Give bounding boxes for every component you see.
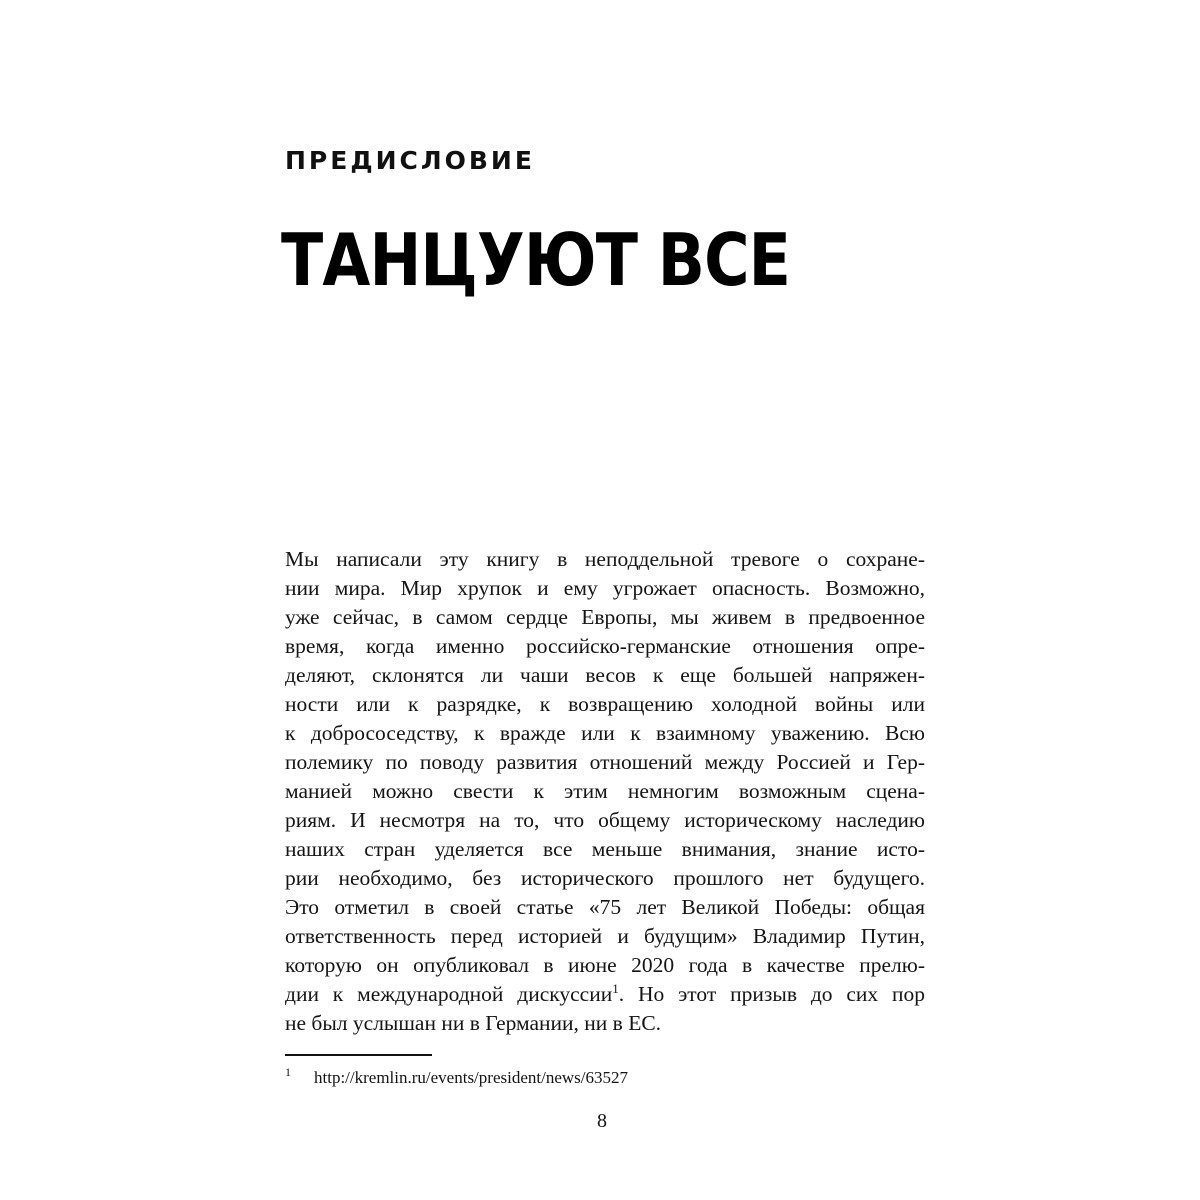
footnote-reference[interactable]: 1	[612, 980, 619, 996]
body-line: Это отметил в своей статье «75 лет Великой Победы: общая	[285, 895, 925, 919]
page-number: 8	[597, 1110, 607, 1132]
body-line: наших стран уделяется все меньше внимания, знание исто-	[285, 837, 925, 861]
body-line: уже сейчас, в самом сердце Европы, мы живем в предвоенное	[285, 605, 925, 629]
body-line: которую он опубликовал в июне 2020 года в качестве прелю-	[285, 953, 925, 977]
body-line: деляют, склонятся ли чаши весов к еще большей напряжен-	[285, 663, 925, 687]
body-line: не был услышан ни в Германии, ни в ЕС.	[285, 1011, 662, 1035]
chapter-title: ТАНЦУЮТ ВСЕ	[281, 218, 791, 302]
body-paragraph	[285, 545, 925, 1038]
footnote-divider	[285, 1054, 432, 1056]
body-line: манией можно свести к этим немногим возможным сцена-	[285, 779, 925, 803]
body-line: к добрососедству, к вражде или к взаимному уважению. Всю	[285, 721, 925, 745]
body-line: ности или к разрядке, к возвращению холодной войны или	[285, 692, 925, 716]
body-line: время, когда именно российско-германские отношения опре-	[285, 634, 925, 658]
body-line: ответственность перед историей и будущим» Владимир Путин,	[285, 924, 925, 948]
body-line-tail: . Но этот призыв до сих пор	[618, 982, 925, 1006]
body-line: риям. И несмотря на то, что общему историческому наследию	[285, 808, 925, 832]
section-label: ПРЕДИСЛОВИЕ	[285, 146, 535, 175]
body-line: рии необходимо, без исторического прошлого нет будущего.	[285, 866, 925, 890]
body-line-head: дии к международной дискуссии	[285, 982, 613, 1006]
body-line: полемику по поводу развития отношений между Россией и Гер-	[285, 750, 925, 774]
body-line: нии мира. Мир хрупок и ему угрожает опасность. Возможно,	[285, 576, 925, 600]
body-line-with-footnote	[285, 980, 925, 1009]
body-line: Мы написали эту книгу в неподдельной тревоге о сохране-	[285, 547, 925, 571]
footnote: 1 http://kremlin.ru/events/president/news/63527	[285, 1065, 628, 1087]
footnote-link[interactable]: http://kremlin.ru/events/president/news/63527	[314, 1068, 628, 1087]
